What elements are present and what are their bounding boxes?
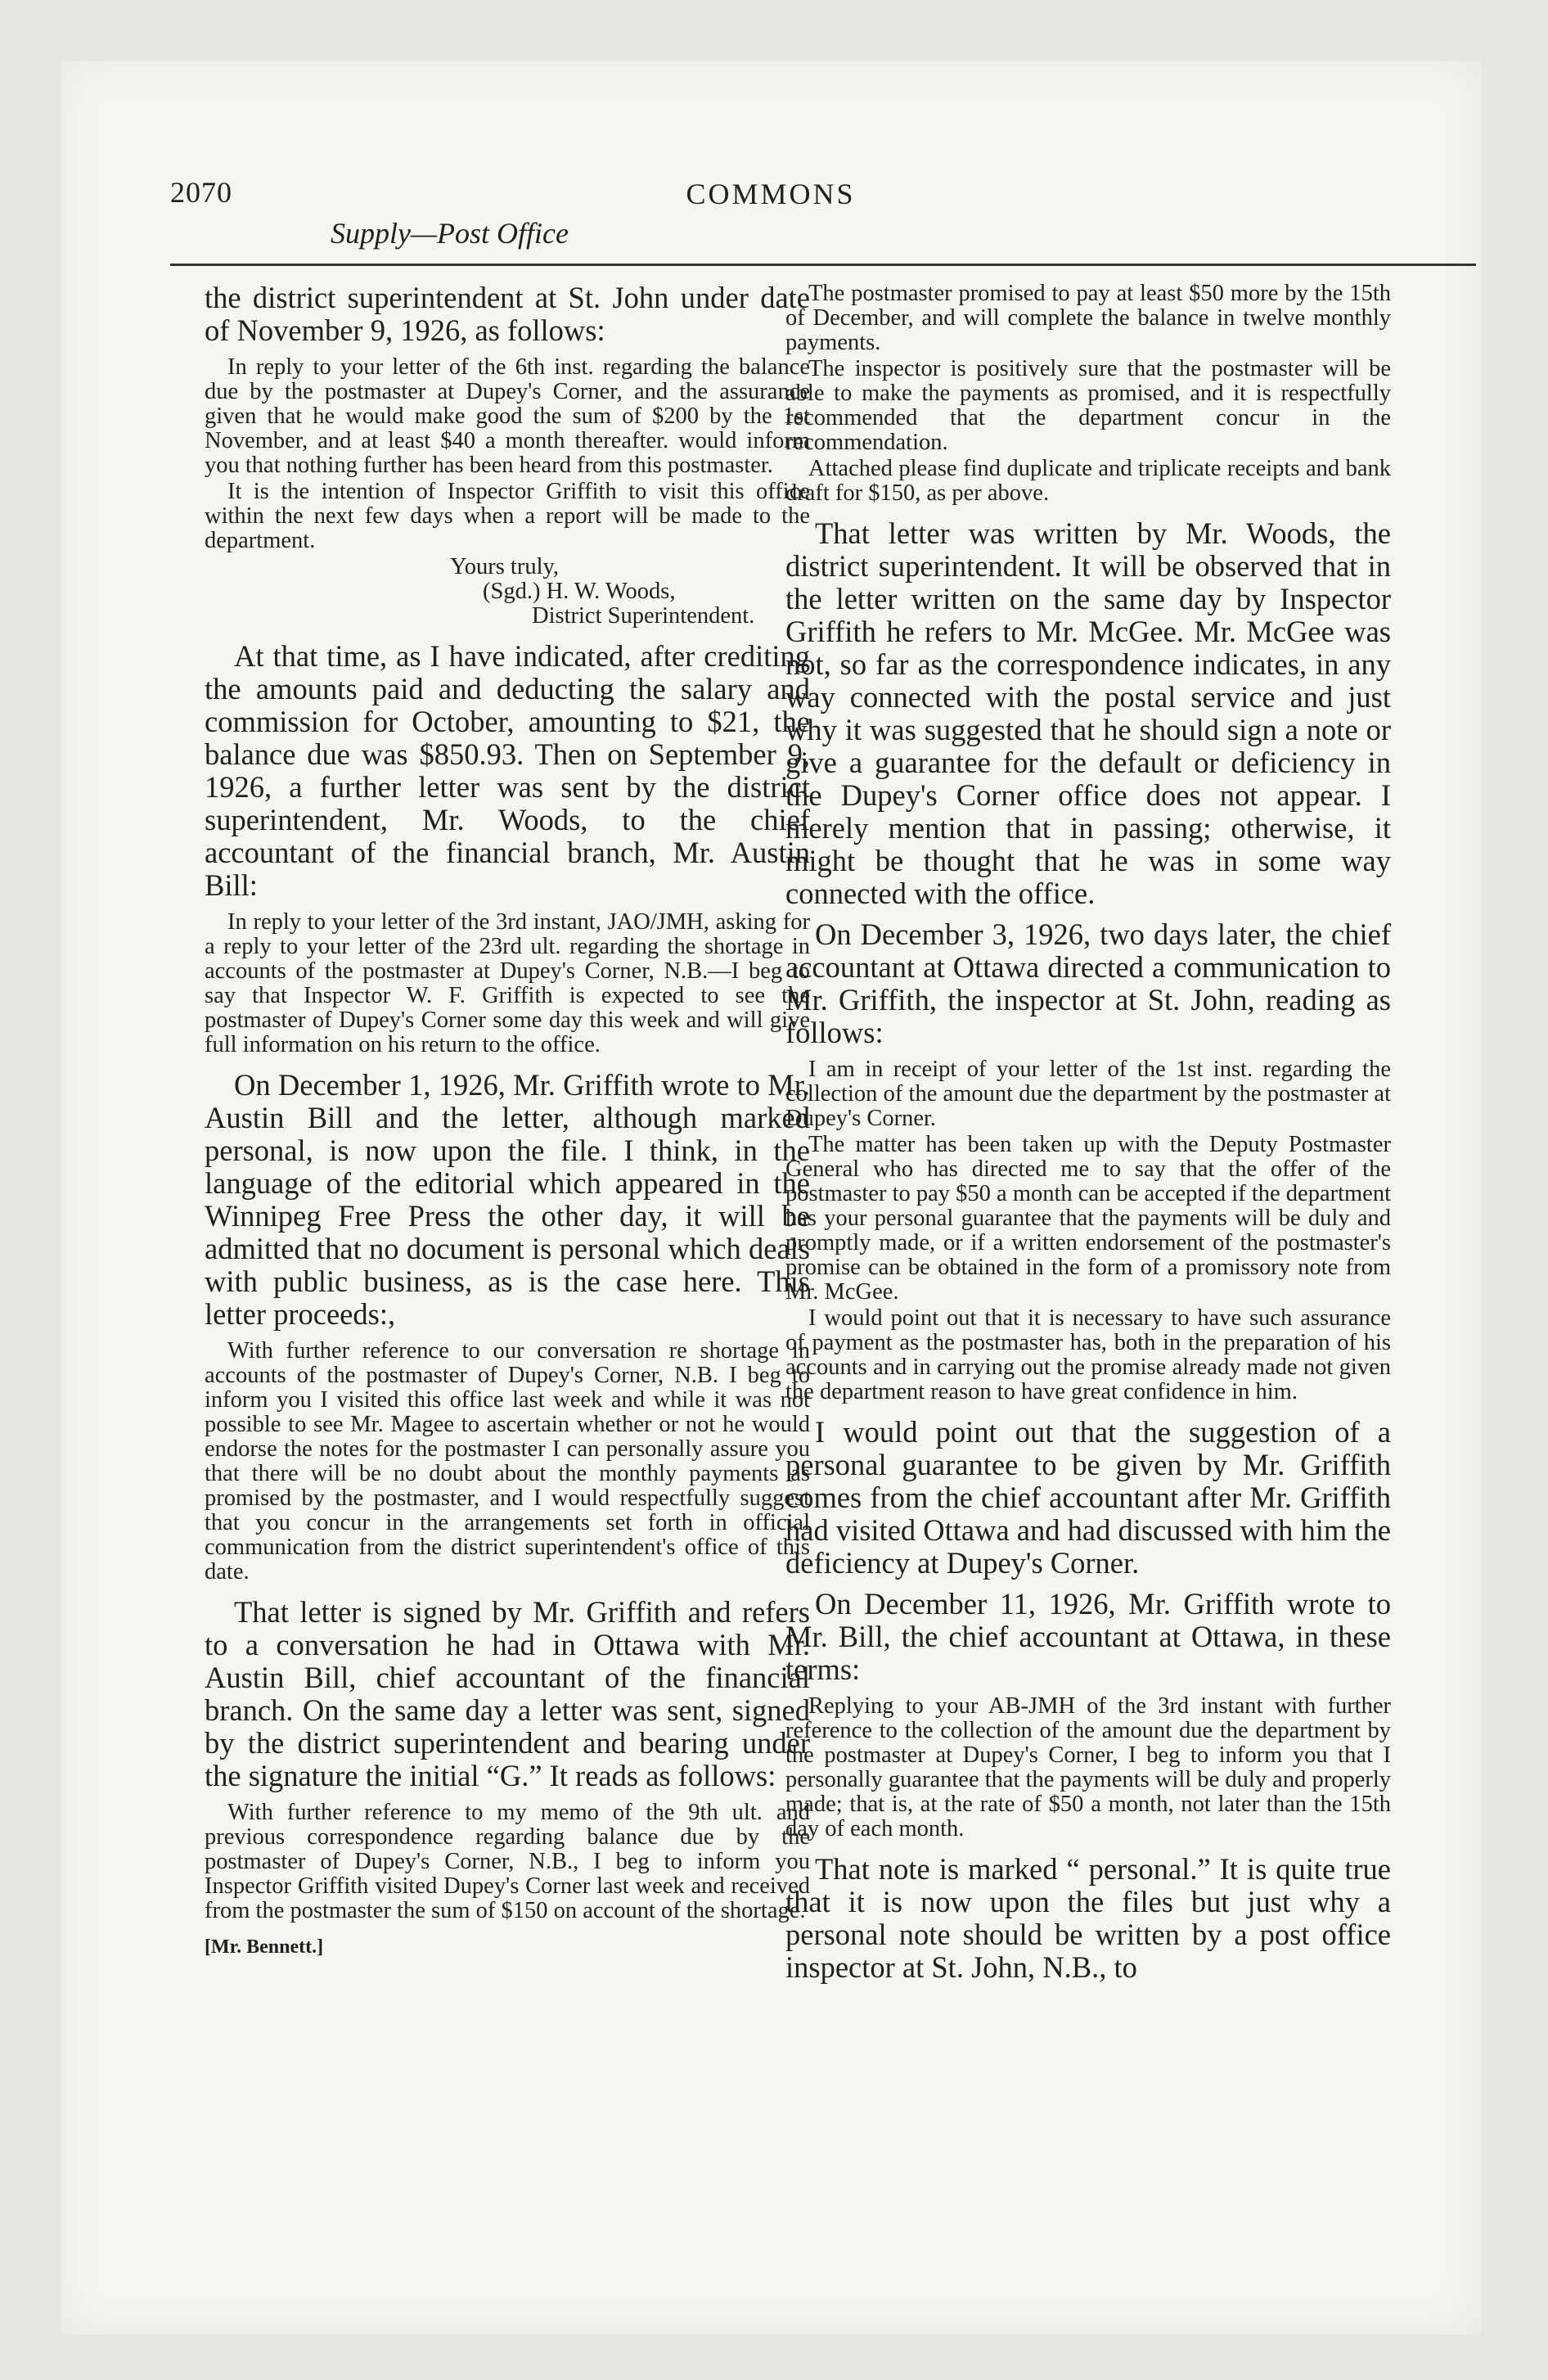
paragraph: That letter is signed by Mr. Griffith and refers to a conversation he had in Ottawa with Mr. Austin Bill, chief accountant of the financial branch. On the same day a letter was sent, signed by the district superintendent and bearing under the signature the initial “G.” It reads as follows: — [205, 1595, 810, 1792]
document-page — [61, 61, 1481, 2334]
quoted-paragraph: The matter has been taken up with the Deputy Postmaster General who has directed me to say that the offer of the postmaster to pay $50 a month can be accepted if the department has your personal guarantee that the payments will be duly and promptly made, or if a written endorsement of the postmaster's promise can be obtained in the form of a promissory note from Mr. McGee. — [785, 1132, 1391, 1305]
quoted-paragraph: The postmaster promised to pay at least $50 more by the 15th of December, and will complete the balance in twelve monthly payments. — [785, 281, 1391, 355]
page-header — [61, 61, 1481, 257]
right-column — [785, 282, 1391, 1992]
quoted-paragraph: The inspector is positively sure that the postmaster will be able to make the payments as promised, and it is respectfully recommended that the department concur in the recommendation. — [785, 356, 1391, 455]
quoted-letter — [205, 355, 810, 629]
quoted-letter — [205, 1339, 810, 1584]
speaker-tag: [Mr. Bennett.] — [205, 1936, 324, 1958]
paragraph: the district superintendent at St. John under date of November 9, 1926, as follows: — [205, 281, 810, 347]
quoted-letter — [205, 1801, 810, 1923]
quoted-paragraph: In reply to your letter of the 3rd instant, JAO/JMH, asking for a reply to your letter of the 23rd ult. regarding the shortage in accounts of the postmaster at Dupey's Corner, N.B.—I beg to say that Inspector W. F. Griffith is expected to see the postmaster of Dupey's Corner some day this week and will give full information on his return to the office. — [205, 909, 810, 1057]
quoted-paragraph: With further reference to our conversation re shortage in accounts of the postmaster of Dupey's Corner, N.B. I beg to inform you I visited this office last week and while it was not possible to see Mr. Magee to ascertain whether or not he would endorse the notes for the postmaster I can personally assure you that there will be no doubt about the monthly payments as promised by the postmaster, and I would respectfully suggest that you concur in the arrangements set forth in official communication from the district superintendent's office of this date. — [205, 1338, 810, 1584]
paragraph: I would point out that the suggestion of a personal guarantee to be given by Mr. Griffith comes from the chief accountant after Mr. Griffith had visited Ottawa and had discussed with him the deficiency at Dupey's Corner. — [785, 1415, 1391, 1580]
paragraph: That letter was written by Mr. Woods, the district superintendent. It will be observed that in the letter written on the same day by Inspector Griffith he refers to Mr. McGee. Mr. McGee was not, so far as the correspondence indicates, in any way connected with the postal service and just why it was suggested that he should sign a note or give a guarantee for the default or deficiency in the Dupey's Corner office does not appear. I merely mention that in passing; otherwise, it might be thought that he was in some way connected with the office. — [785, 516, 1391, 910]
quoted-paragraph: In reply to your letter of the 6th inst. regarding the balance due by the postmaster at Dupey's Corner, and the assurance given that he would make good the sum of $200 by the 1st November, and at least $40 a month thereafter. would inform you that nothing further has been heard from this postmaster. — [205, 354, 810, 478]
quoted-letter — [205, 910, 810, 1057]
running-title: COMMONS — [686, 178, 856, 210]
quoted-paragraph: With further reference to my memo of the 9th ult. and previous correspondence regarding balance due by the postmaster of Dupey's Corner, N.B., I beg to inform you Inspector Griffith visited Dupey's Corner last week and received from the postmaster the sum of $150 on account of the shortage. — [205, 1800, 810, 1923]
quoted-letter — [785, 1694, 1391, 1841]
paragraph: On December 1, 1926, Mr. Griffith wrote to Mr. Austin Bill and the letter, although marked personal, is now upon the file. I think, in the language of the editorial which appeared in the Winnipeg Free Press the other day, it will be admitted that no document is personal which deals with public business, as is the case here. This letter proceeds:, — [205, 1068, 810, 1331]
quoted-letter — [785, 282, 1391, 506]
quoted-paragraph: I am in receipt of your letter of the 1st inst. regarding the collection of the amount due the department by the postmaster at Dupey's Corner. — [785, 1057, 1391, 1131]
page-number: 2070 — [170, 176, 232, 209]
quoted-paragraph: I would point out that it is necessary to have such assurance of payment as the postmaster has, both in the preparation of his accounts and in carrying out the promise already made not given the department reason to have great confidence in him. — [785, 1305, 1391, 1404]
quoted-paragraph: Attached please find duplicate and triplicate receipts and bank draft for $150, as per above. — [785, 456, 1391, 506]
paragraph: On December 3, 1926, two days later, the chief accountant at Ottawa directed a communication to Mr. Griffith, the inspector at St. John, reading as follows: — [785, 917, 1391, 1049]
paragraph: That note is marked “ personal.” It is quite true that it is now upon the files but just why a personal note should be written by a post office inspector at St. John, N.B., to — [785, 1852, 1391, 1984]
paragraph: On December 11, 1926, Mr. Griffith wrote to Mr. Bill, the chief accountant at Ottawa, in these terms: — [785, 1587, 1391, 1686]
paragraph: At that time, as I have indicated, after crediting the amounts paid and deducting the salary and commission for October, amounting to $21, the balance due was $850.93. Then on September 9, 1926, a further letter was sent by the district superintendent, Mr. Woods, to the chief accountant of the financial branch, Mr. Austin Bill: — [205, 639, 810, 902]
quoted-paragraph: Replying to your AB-JMH of the 3rd instant with further reference to the collection of the amount due the department by the postmaster at Dupey's Corner, I beg to inform you that I personally guarantee that the payments will be duly and properly made; that is, at the rate of $50 a month, not later than the 15th day of each month. — [785, 1693, 1391, 1841]
left-column — [205, 282, 810, 1959]
section-title: Supply—Post Office — [331, 217, 569, 250]
header-rule — [170, 264, 1476, 266]
letter-signatory-title: District Superintendent. — [532, 603, 755, 629]
quoted-letter — [785, 1057, 1391, 1404]
quoted-paragraph: It is the intention of Inspector Griffith to visit this office within the next few days when a report will be made to the department. — [205, 479, 810, 553]
letter-signature: (Sgd.) H. W. Woods, — [483, 579, 676, 604]
letter-closing: Yours truly, — [450, 554, 560, 579]
